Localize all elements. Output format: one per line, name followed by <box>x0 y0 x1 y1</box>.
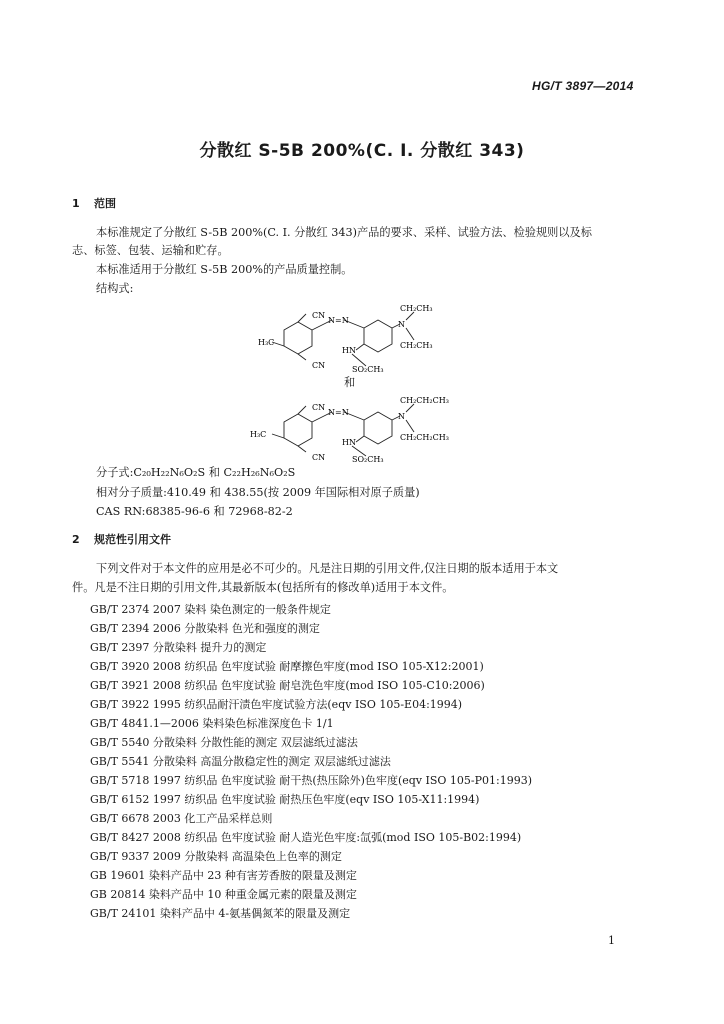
reference-item: GB/T 5718 1997 纺织品 色牢度试验 耐干热(热压除外)色牢度(eqv ISO 105-P01:1993) <box>90 774 533 787</box>
r-bottom-label: CH₂CH₃ <box>400 341 433 350</box>
methyl-label: H₃C <box>250 430 267 439</box>
azo-label: N=N <box>328 408 349 417</box>
scope-para-2: 本标准适用于分散红 S-5B 200%的产品质量控制。 <box>96 263 353 276</box>
reference-item: GB/T 4841.1—2006 染料染色标准深度色卡 1/1 <box>90 717 334 730</box>
section-1-title: 范围 <box>94 197 116 210</box>
reference-item: GB 19601 染料产品中 23 种有害芳香胺的限量及测定 <box>90 869 357 882</box>
r-top-label: CH₂CH₂CH₃ <box>400 396 449 405</box>
reference-item: GB/T 8427 2008 纺织品 色牢度试验 耐人造光色牢度:氙弧(mod ISO 105-B02:1994) <box>90 831 522 844</box>
azo-label: N=N <box>328 316 349 325</box>
sulfonyl-label: SO₂CH₃ <box>352 455 384 464</box>
page-number: 1 <box>608 934 615 947</box>
structure-1-diagram <box>240 300 460 375</box>
benzene-ring-left <box>284 322 312 354</box>
reference-item: GB/T 3921 2008 纺织品 色牢度试验 耐皂洗色牢度(mod ISO 105-C10:2006) <box>90 679 485 692</box>
reference-item: GB/T 5541 分散染料 高温分散稳定性的测定 双层滤纸过滤法 <box>90 755 391 768</box>
references-intro-line-1: 下列文件对于本文件的应用是必不可少的。凡是注日期的引用文件,仅注日期的版本适用于本文 <box>96 562 559 575</box>
section-2-title: 规范性引用文件 <box>94 533 171 546</box>
standard-number: HG/T 3897—2014 <box>532 79 634 93</box>
benzene-ring-left <box>284 414 312 446</box>
nh-label: HN <box>342 346 356 355</box>
reference-item: GB 20814 染料产品中 10 种重金属元素的限量及测定 <box>90 888 357 901</box>
cn-top-label: CN <box>312 403 326 412</box>
r-bottom-label: CH₂CH₂CH₃ <box>400 433 449 442</box>
section-1-heading <box>72 195 116 211</box>
references-intro-line-2: 件。凡是不注日期的引用文件,其最新版本(包括所有的修改单)适用于本文件。 <box>72 581 454 594</box>
scope-para-1-line-1: 本标准规定了分散红 S-5B 200%(C. I. 分散红 343)产品的要求、采样、试验方法、检验规则以及标 <box>96 226 592 239</box>
section-2-number: 2 <box>72 533 80 546</box>
reference-item: GB/T 6152 1997 纺织品 色牢度试验 耐热压色牢度(eqv ISO 105-X11:1994) <box>90 793 480 806</box>
amine-n-label: N <box>398 320 405 329</box>
reference-item: GB/T 2394 2006 分散染料 色光和强度的测定 <box>90 622 320 635</box>
reference-item: GB/T 9337 2009 分散染料 高温染色上色率的测定 <box>90 850 342 863</box>
reference-item: GB/T 3922 1995 纺织品耐汗渍色牢度试验方法(eqv ISO 105-E04:1994) <box>90 698 463 711</box>
nh-label: HN <box>342 438 356 447</box>
cas-number: CAS RN:68385-96-6 和 72968-82-2 <box>96 505 293 518</box>
structure-label: 结构式: <box>96 282 134 295</box>
sulfonyl-label: SO₂CH₃ <box>352 365 384 374</box>
section-2-heading <box>72 531 171 547</box>
structure-2-diagram <box>240 392 480 464</box>
reference-item: GB/T 2374 2007 染料 染色测定的一般条件规定 <box>90 603 331 616</box>
molecular-mass: 相对分子质量:410.49 和 438.55(按 2009 年国际相对原子质量) <box>96 486 420 499</box>
amine-n-label: N <box>398 412 405 421</box>
scope-para-1-line-2: 志、标签、包装、运输和贮存。 <box>72 244 229 257</box>
reference-item: GB/T 3920 2008 纺织品 色牢度试验 耐摩擦色牢度(mod ISO 105-X12:2001) <box>90 660 484 673</box>
methyl-label: H₃C <box>258 338 275 347</box>
cn-bottom-label: CN <box>312 361 326 370</box>
cn-bottom-label: CN <box>312 453 326 462</box>
cn-top-label: CN <box>312 311 326 320</box>
and-label: 和 <box>344 376 356 389</box>
r-top-label: CH₂CH₃ <box>400 304 433 313</box>
benzene-ring-right <box>364 412 392 444</box>
reference-item: GB/T 5540 分散染料 分散性能的测定 双层滤纸过滤法 <box>90 736 358 749</box>
reference-item: GB/T 24101 染料产品中 4-氨基偶氮苯的限量及测定 <box>90 907 351 920</box>
section-1-number: 1 <box>72 197 80 210</box>
document-title: 分散红 S-5B 200%(C. I. 分散红 343) <box>199 141 525 161</box>
benzene-ring-right <box>364 320 392 352</box>
reference-item: GB/T 6678 2003 化工产品采样总则 <box>90 812 273 825</box>
reference-item: GB/T 2397 分散染料 提升力的测定 <box>90 641 267 654</box>
molecular-formula: 分子式:C₂₀H₂₂N₆O₂S 和 C₂₂H₂₆N₆O₂S <box>96 466 296 479</box>
